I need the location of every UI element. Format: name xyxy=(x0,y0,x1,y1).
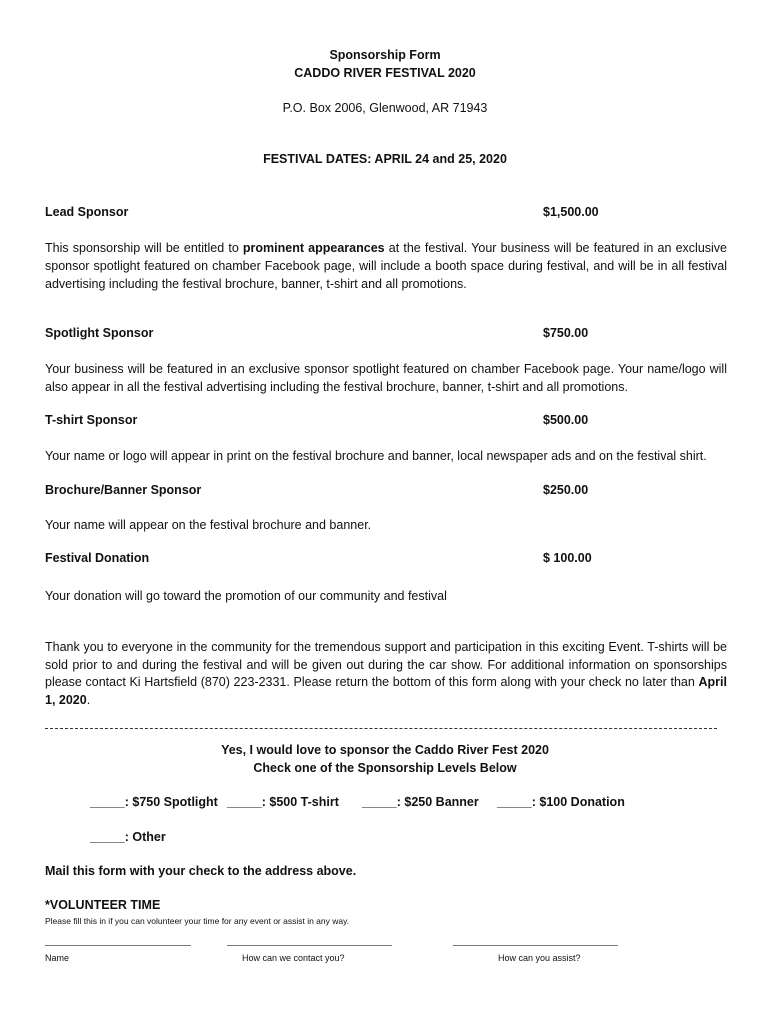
lead-desc-pre: This sponsorship will be entitled to xyxy=(45,241,243,255)
spotlight-sponsor-price: $750.00 xyxy=(543,326,589,340)
lead-sponsor-title: Lead Sponsor xyxy=(45,205,129,219)
banner-sponsor-description xyxy=(45,516,727,534)
tshirt-desc-text: Your name or logo will appear in print on the festival brochure and banner, local newspaper ads and on the festival shirt. xyxy=(45,449,707,463)
donation-desc-text: Your donation will go toward the promotion of our community and festival xyxy=(45,589,447,603)
lead-sponsor-price: $1,500.00 xyxy=(543,205,599,219)
option-spotlight[interactable]: _____: $750 Spotlight xyxy=(90,795,218,809)
cut-line-divider xyxy=(45,728,717,729)
banner-sponsor-title: Brochure/Banner Sponsor xyxy=(45,483,202,497)
thanks-end: . xyxy=(86,692,91,707)
option-other[interactable]: _____: Other xyxy=(90,830,166,844)
option-donation[interactable]: _____: $100 Donation xyxy=(497,795,625,809)
assist-field-label: How can you assist? xyxy=(498,953,581,963)
tshirt-sponsor-price: $500.00 xyxy=(543,413,589,427)
tshirt-sponsor-title: T-shirt Sponsor xyxy=(45,413,138,427)
festival-dates: FESTIVAL DATES: APRIL 24 and 25, 2020 xyxy=(263,152,507,166)
tshirt-sponsor-description xyxy=(45,447,727,465)
form-title: Sponsorship Form xyxy=(329,48,441,62)
name-field-label: Name xyxy=(45,953,70,963)
assist-signature-line[interactable] xyxy=(453,945,618,946)
spotlight-desc-text: Your business will be featured in an exclusive sponsor spotlight featured on chamber Facebook page. Your name/logo will also appear in all the festival advertising including the festival brochure, banner, t-shirt and all promotions. xyxy=(45,362,727,394)
lead-desc-post: at the festival. Your business will be featured in an exclusive sponsor spotlight featured on chamber Facebook page, will include a booth space during festival, and will be in all festival advertising including the festival brochure, banner, t-shirt and all promotions. xyxy=(45,241,728,291)
lead-desc-bold: prominent appearances xyxy=(242,241,385,255)
option-tshirt[interactable]: _____: $500 T-shirt xyxy=(227,795,339,809)
contact-signature-line[interactable] xyxy=(227,945,392,946)
spotlight-sponsor-description xyxy=(45,360,727,396)
mail-instruction: Mail this form with your check to the address above. xyxy=(45,864,357,878)
mailing-address: P.O. Box 2006, Glenwood, AR 71943 xyxy=(282,101,488,115)
donation-price: $ 100.00 xyxy=(543,551,592,565)
name-signature-line[interactable] xyxy=(45,945,191,946)
donation-description xyxy=(45,587,727,605)
thank-you-paragraph xyxy=(45,639,727,709)
event-name: CADDO RIVER FESTIVAL 2020 xyxy=(294,66,476,80)
donation-title: Festival Donation xyxy=(45,551,150,565)
banner-sponsor-price: $250.00 xyxy=(543,483,589,497)
volunteer-heading: *VOLUNTEER TIME xyxy=(45,898,161,912)
thanks-text: Thank you to everyone in the community for the tremendous support and participation in this exciting Event. T-shirts will be sold prior to and during the festival and will be given out during the car show. For additional information on sponsorships please contact Ki Hartsfield (870) 223-2331. Please return the bottom of this form along with your check no later than xyxy=(45,640,727,689)
contact-field-label: How can we contact you? xyxy=(242,953,345,963)
banner-desc-text: Your name will appear on the festival brochure and banner. xyxy=(45,518,372,532)
lead-sponsor-description xyxy=(45,239,727,293)
form-heading: Yes, I would love to sponsor the Caddo River Fest 2020 xyxy=(221,743,549,757)
form-subheading: Check one of the Sponsorship Levels Below xyxy=(253,761,517,775)
spotlight-sponsor-title: Spotlight Sponsor xyxy=(45,326,154,340)
option-banner[interactable]: _____: $250 Banner xyxy=(362,795,479,809)
volunteer-note: Please fill this in if you can volunteer your time for any event or assist in any way. xyxy=(45,916,350,926)
return-deadline: April 1, 2020 xyxy=(45,675,727,707)
